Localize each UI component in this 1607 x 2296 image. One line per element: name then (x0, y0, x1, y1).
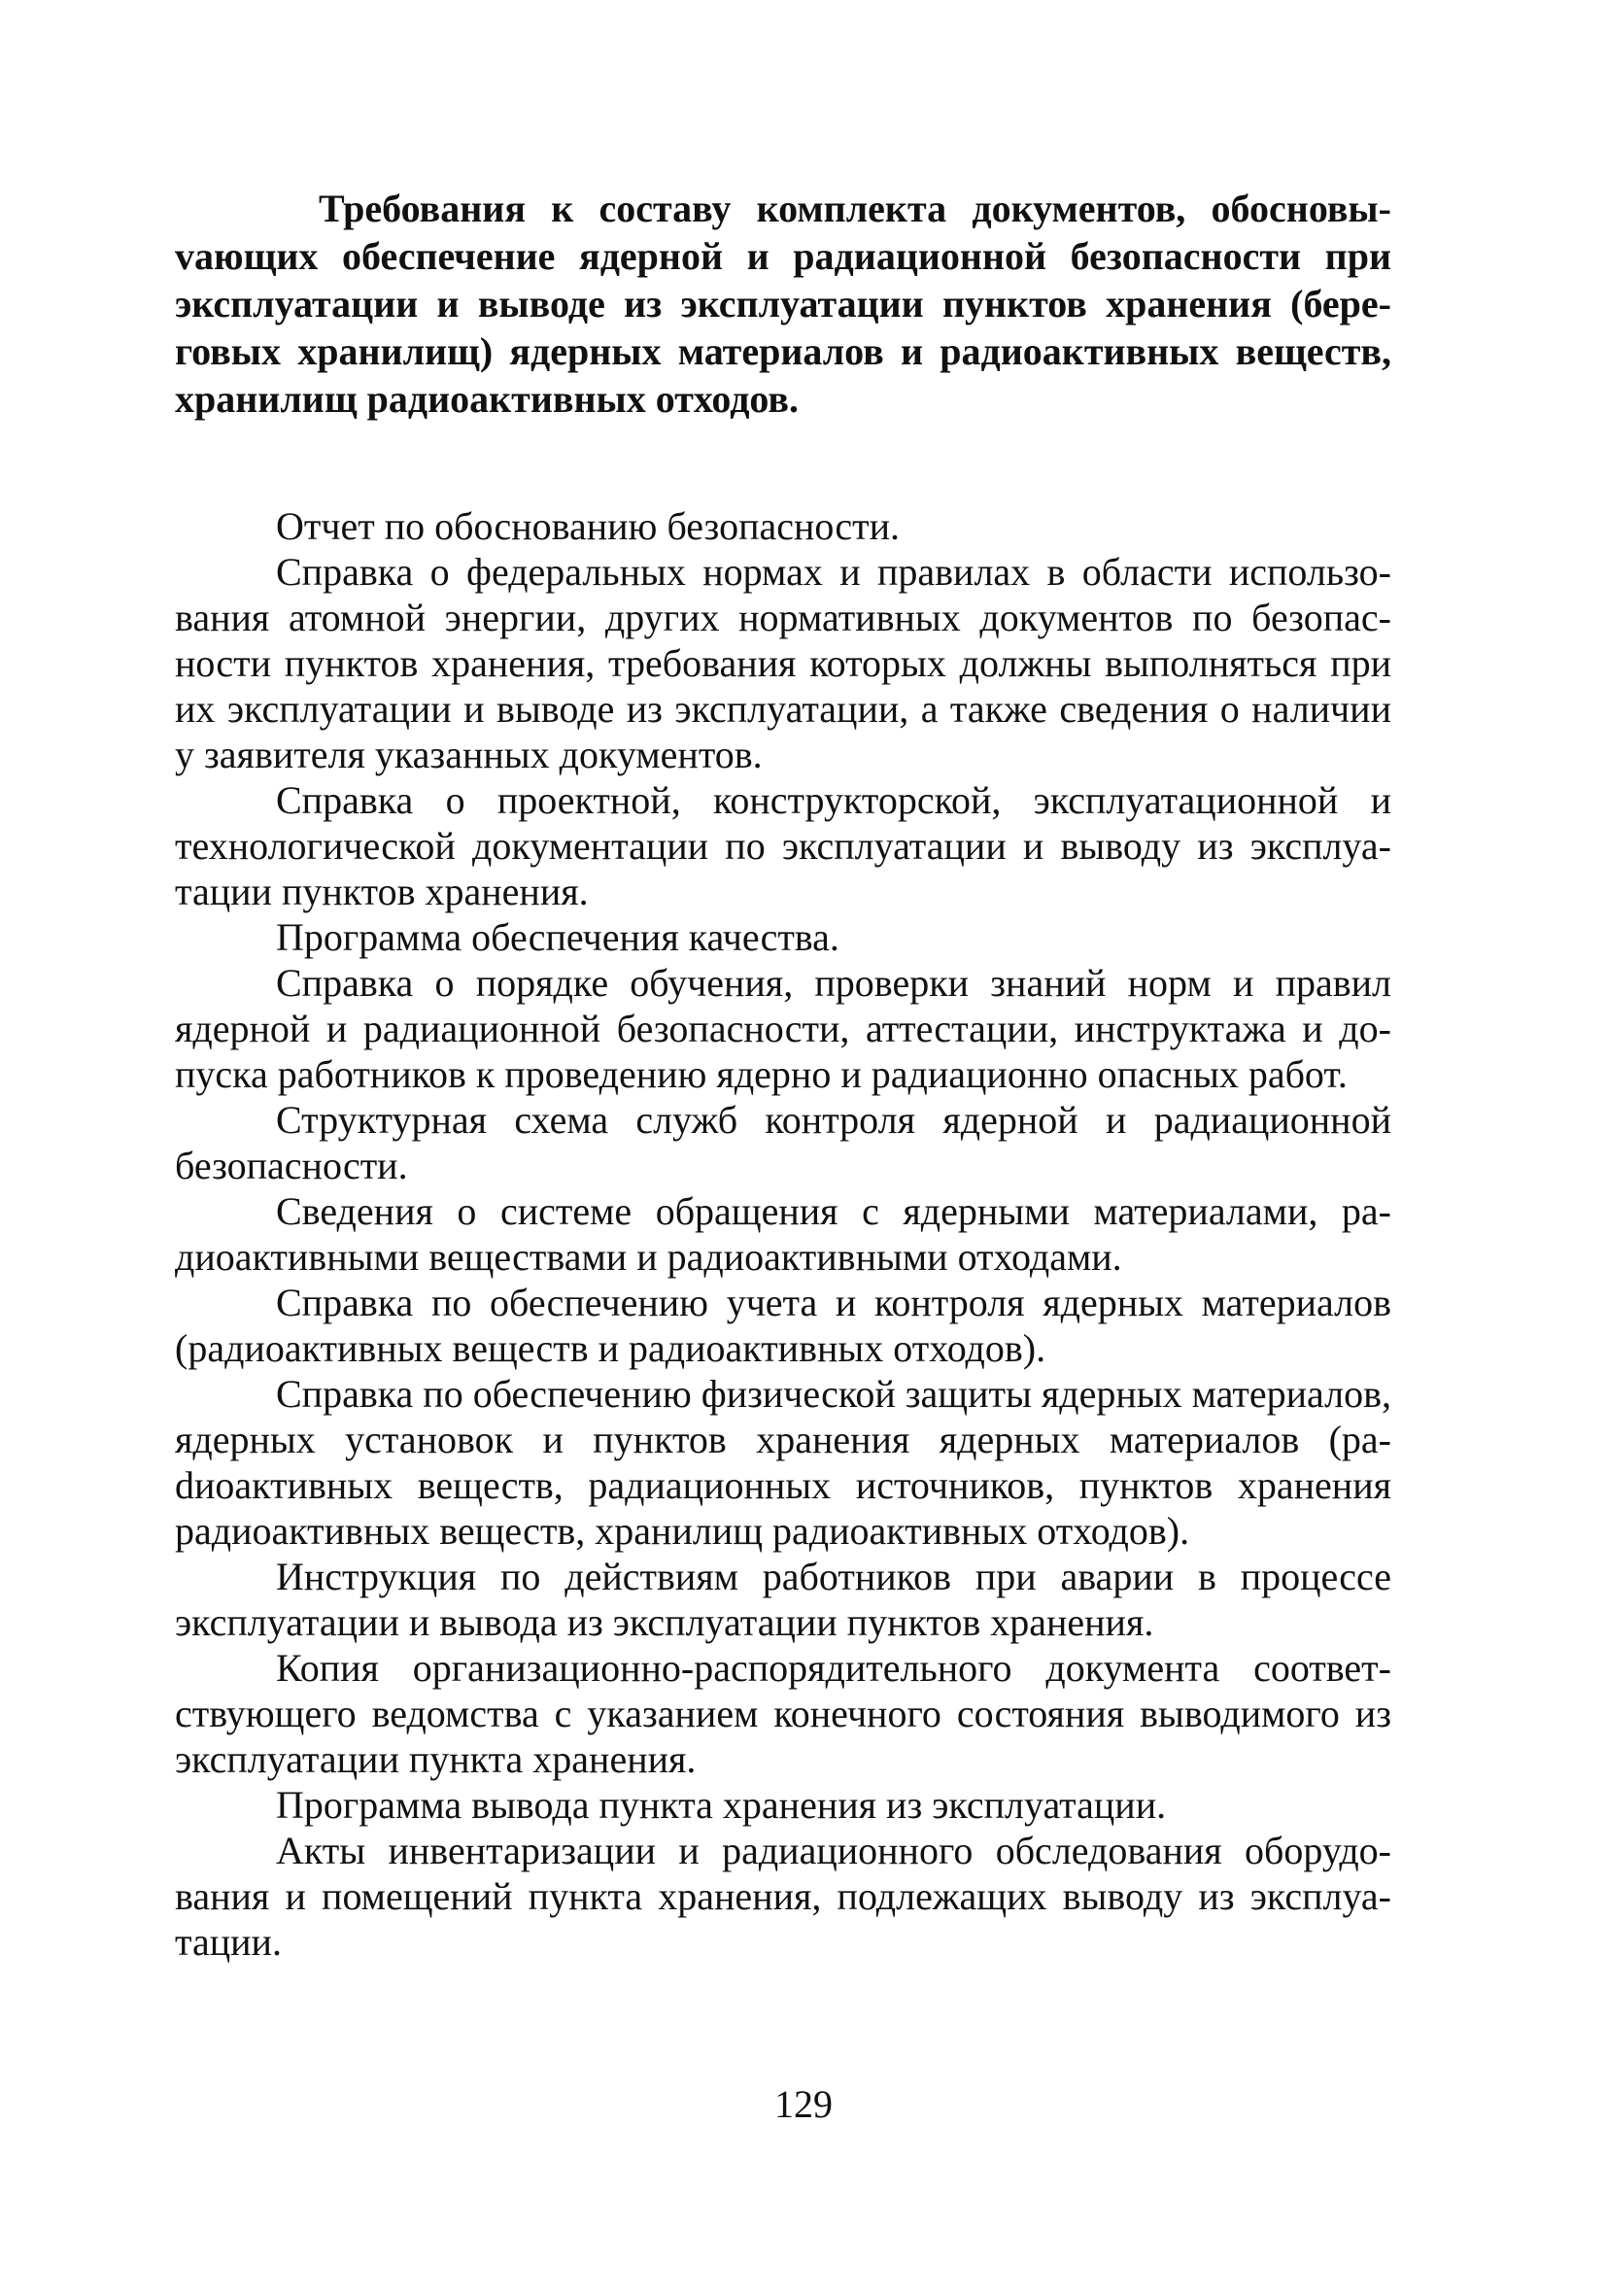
list-item: Акты инвентаризации и радиационного обследования оборудования и помещений пункта хранения, подлежащих выводу из эксплуатации. (175, 1829, 1391, 1964)
list-item: Справка по обеспечению физической защиты ядерных материалов, ядерных установок и пунктов хранения ядерных материалов (раdиоактивных веществ, радиационных источников, пунктов хранения радиоактивных веществ, хранилищ радиоактивных отходов). (175, 1372, 1391, 1553)
list-item: Программа обеспечения качества. (276, 915, 839, 959)
list-item: Копия организационно-распорядительного документа соответствующего ведомства с указанием конечного состояния выводимого из эксплуатации пункта хранения. (175, 1646, 1391, 1781)
list-item: Отчет по обоснованию безопасности. (276, 504, 901, 548)
list-item: Программа вывода пункта хранения из эксплуатации. (276, 1783, 1167, 1827)
page-number: 129 (774, 2082, 833, 2126)
section-heading: Требования к составу комплекта документов, обосновыvающих обеспечение ядерной и радиационной безопасности при эксплуатации и выводе из эксплуатации пунктов хранения (береговых хранилищ) ядерных материалов и радиоактивных веществ, хранилищ радиоактивных отходов. (175, 187, 1391, 421)
list-item: Справка о федеральных нормах и правилах в области использования атомной энергии, других нормативных документов по безопасности пунктов хранения, требования которых должны выполняться при их эксплуатации и выводе из эксплуатации, а также сведения о наличии у заявителя указанных документов. (175, 550, 1391, 776)
list-item: Сведения о системе обращения с ядерными материалами, радиоактивными веществами и радиоактивными отходами. (175, 1189, 1391, 1279)
document-list (175, 503, 1391, 1965)
list-item: Справка о порядке обучения, проверки знаний норм и правил ядерной и радиационной безопасности, аттестации, инструктажа и допуска работников к проведению ядерно и радиационно опасных работ. (175, 961, 1391, 1096)
list-item: Инструкция по действиям работников при аварии в процессе эксплуатации и вывода из эксплуатации пунктов хранения. (175, 1555, 1391, 1644)
list-item: Справка о проектной, конструкторской, эксплуатационной и технологической документации по эксплуатации и выводу из эксплуатации пунктов хранения. (175, 778, 1391, 913)
list-item: Справка по обеспечению учета и контроля ядерных материалов (радиоактивных веществ и радиоактивных отходов). (175, 1281, 1391, 1370)
list-item: Структурная схема служб контроля ядерной и радиационной безопасности. (175, 1098, 1391, 1187)
page-content (175, 185, 1391, 1965)
